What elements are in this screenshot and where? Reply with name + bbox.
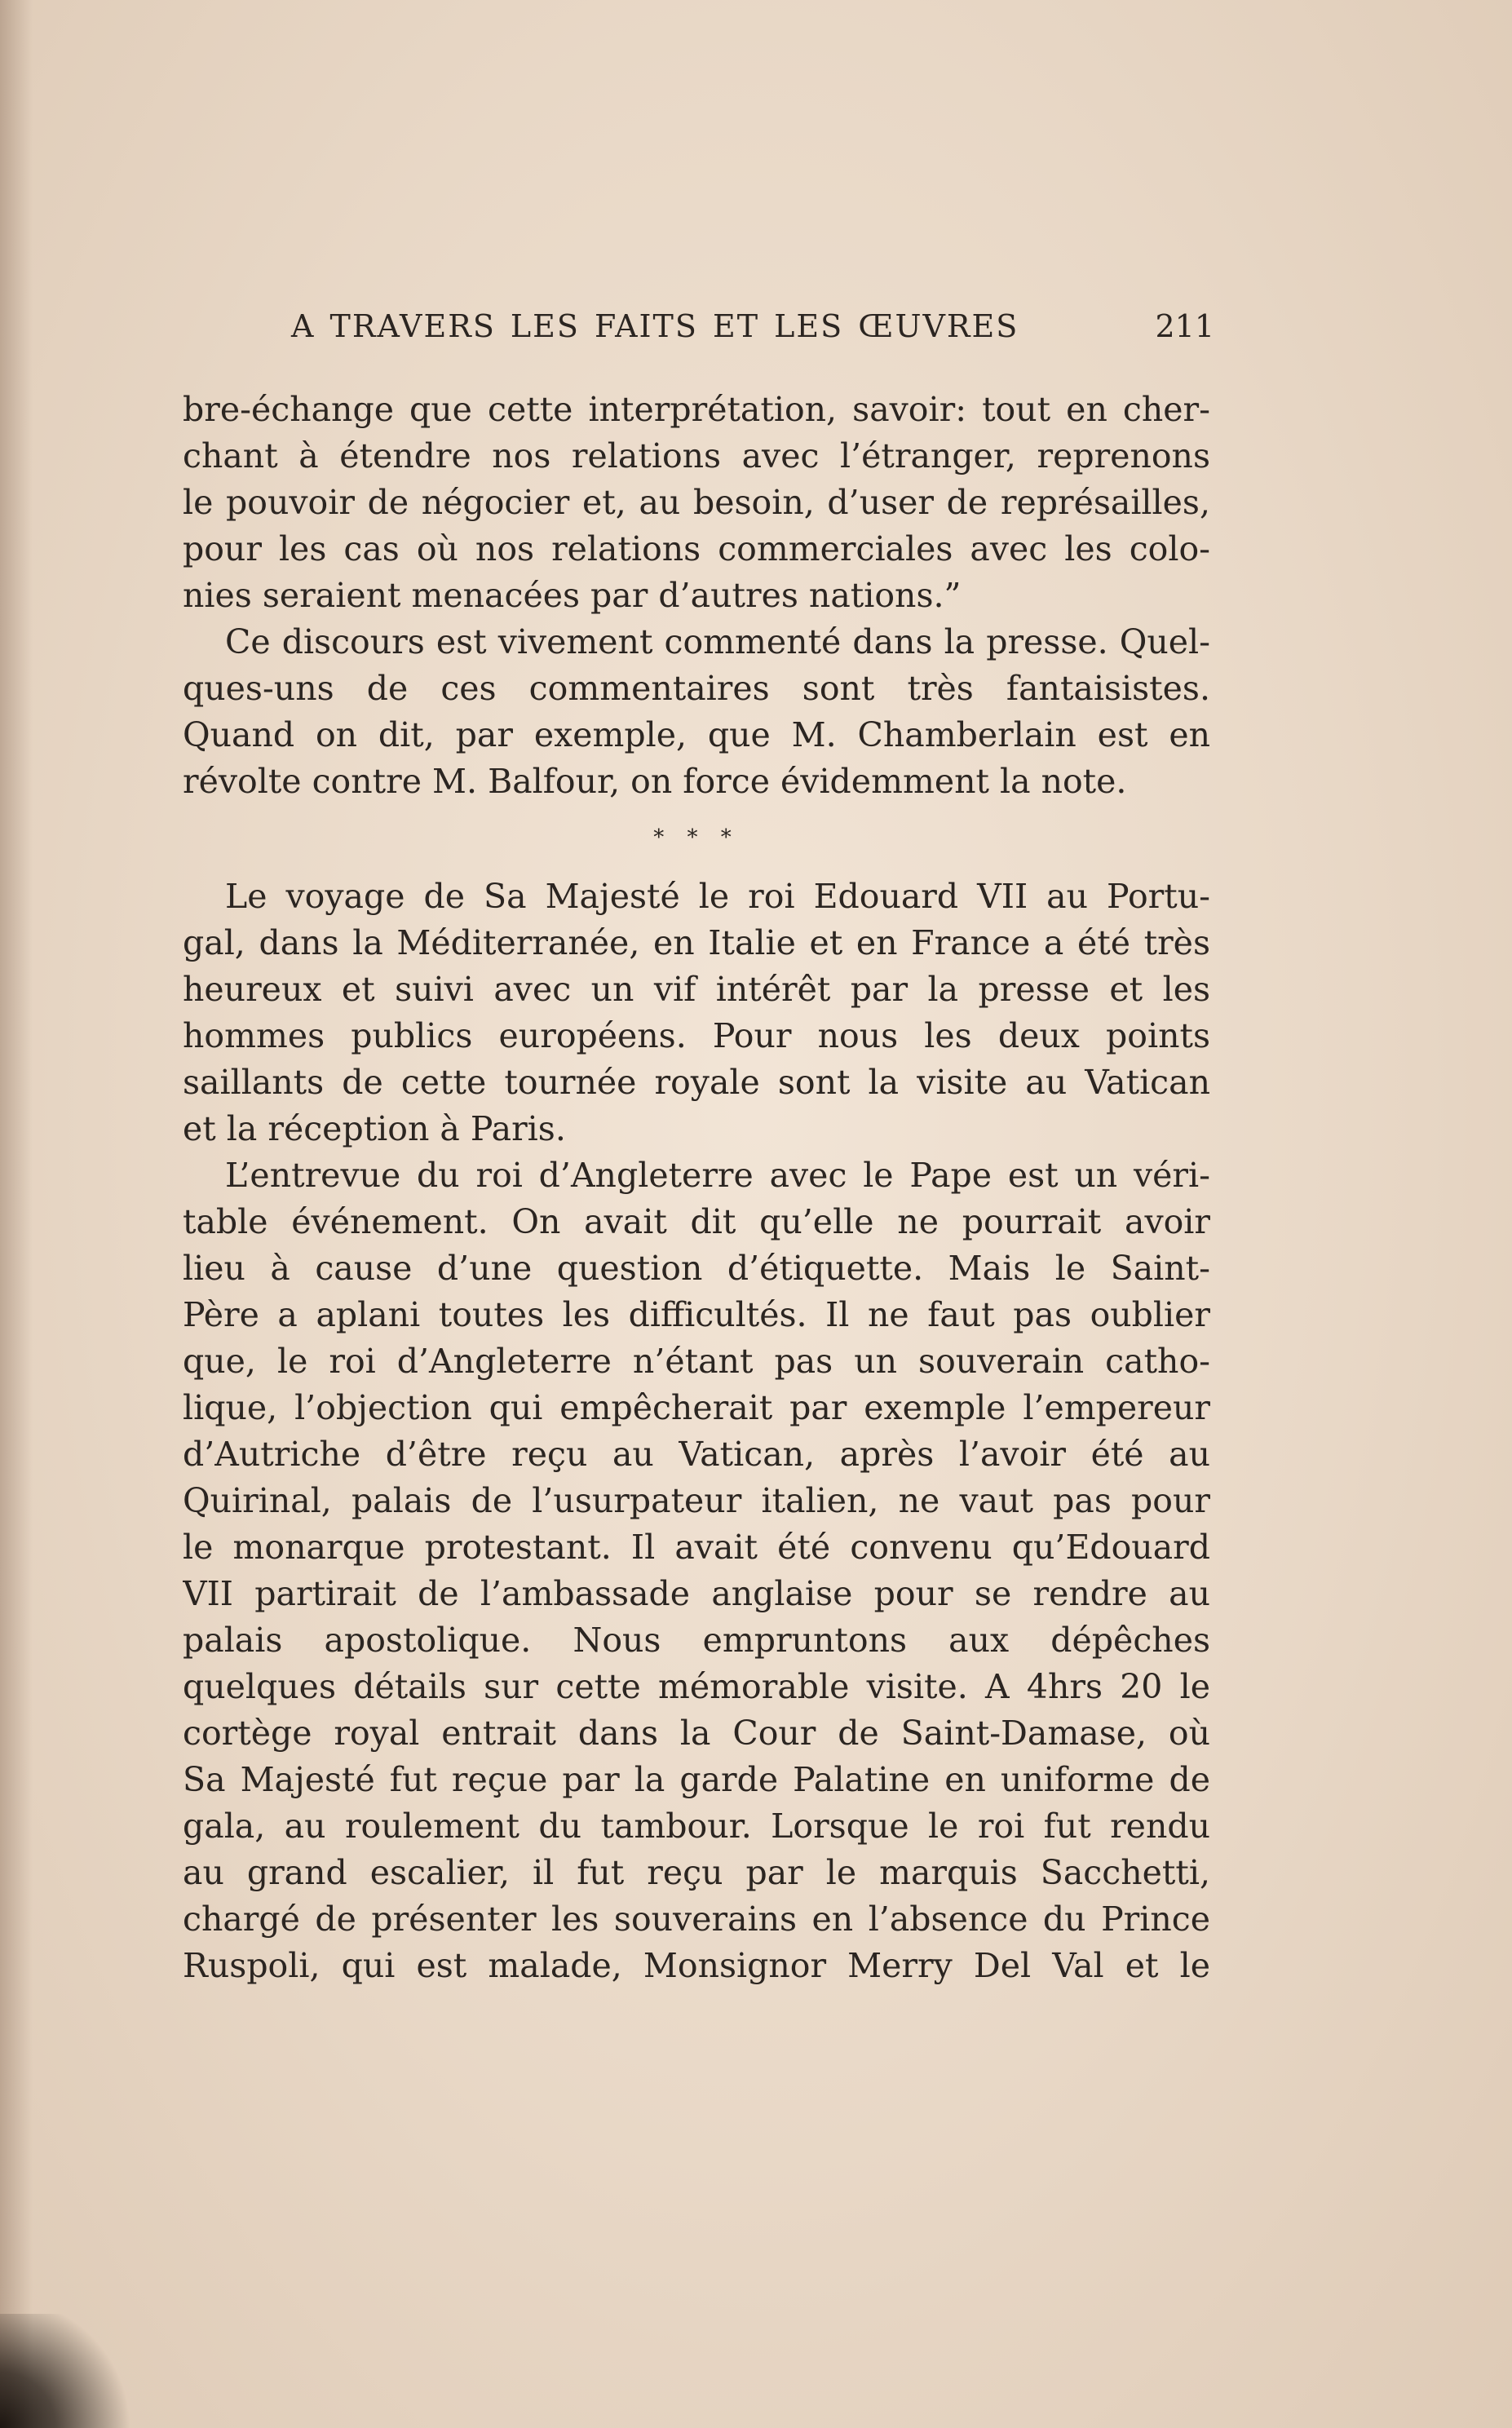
text-line: chant à étendre nos relations avec l’étranger, reprenons [183, 436, 1210, 475]
section-separator: * * * [653, 825, 740, 850]
text-line: ques-uns de ces commentaires sont très fantaisistes. [183, 669, 1210, 708]
text-line: Quand on dit, par exemple, que M. Chamberlain est en [183, 715, 1210, 754]
text-line: Ruspoli, qui est malade, Monsignor Merry Del Val et le [183, 1946, 1210, 1985]
text-line: le pouvoir de négocier et, au besoin, d’user de représailles, [183, 483, 1210, 522]
page-header [291, 308, 1214, 357]
paragraph [183, 619, 1210, 805]
text-line: le monarque protestant. Il avait été convenu qu’Edouard [183, 1528, 1210, 1567]
text-line: hommes publics européens. Pour nous les deux points [183, 1016, 1210, 1055]
text-line: et la réception à Paris. [183, 1109, 566, 1148]
text-line: cortège royal entrait dans la Cour de Saint-Damase, où [183, 1714, 1210, 1753]
text-line: Père a aplani toutes les difficultés. Il ne faut pas oublier [183, 1295, 1210, 1334]
text-line: gal, dans la Méditerranée, en Italie et en France a été très [183, 923, 1210, 962]
paragraph [183, 387, 1210, 619]
text-line: lique, l’objection qui empêcherait par exemple l’empereur [183, 1388, 1210, 1427]
text-line: bre-échange que cette interprétation, savoir: tout en cher- [183, 390, 1210, 429]
spine-shadow [0, 0, 33, 2428]
text-line: saillants de cette tournée royale sont la visite au Vatican [183, 1063, 1210, 1102]
text-line: Sa Majesté fut reçue par la garde Palatine en uniforme de [183, 1760, 1210, 1799]
text-line: gala, au roulement du tambour. Lorsque le roi fut rendu [183, 1807, 1210, 1846]
running-title: A TRAVERS LES FAITS ET LES ŒUVRES [291, 308, 1019, 344]
scan-corner-shadow [0, 2314, 147, 2428]
paragraph [183, 1152, 1210, 1989]
text-line: lieu à cause d’une question d’étiquette. Mais le Saint- [183, 1249, 1210, 1288]
text-line: pour les cas où nos relations commerciales avec les colo- [183, 529, 1210, 568]
text-line: d’Autriche d’être reçu au Vatican, après l’avoir été au [183, 1435, 1210, 1474]
text-line: palais apostolique. Nous empruntons aux dépêches [183, 1621, 1210, 1660]
text-line: nies seraient menacées par d’autres nations.” [183, 576, 962, 615]
text-line: Ce discours est vivement commenté dans la presse. Quel- [225, 622, 1210, 661]
text-line: révolte contre M. Balfour, on force évidemment la note. [183, 762, 1127, 801]
text-line: L’entrevue du roi d’Angleterre avec le Pape est un véri- [225, 1156, 1210, 1195]
text-line: table événement. On avait dit qu’elle ne pourrait avoir [183, 1202, 1210, 1241]
text-line: au grand escalier, il fut reçu par le marquis Sacchetti, [183, 1853, 1210, 1892]
text-line: quelques détails sur cette mémorable visite. A 4hrs 20 le [183, 1667, 1210, 1706]
page-number: 211 [1155, 308, 1214, 344]
body-text [183, 387, 1210, 1989]
text-line: Le voyage de Sa Majesté le roi Edouard VII au Portu- [225, 877, 1210, 916]
text-line: VII partirait de l’ambassade anglaise pour se rendre au [183, 1574, 1210, 1613]
text-line: chargé de présenter les souverains en l’absence du Prince [183, 1900, 1210, 1939]
text-line: que, le roi d’Angleterre n’étant pas un souverain catho- [183, 1342, 1210, 1381]
paragraph [183, 873, 1210, 1152]
text-line: Quirinal, palais de l’usurpateur italien, ne vaut pas pour [183, 1481, 1210, 1520]
text-line: heureux et suivi avec un vif intérêt par la presse et les [183, 970, 1210, 1009]
